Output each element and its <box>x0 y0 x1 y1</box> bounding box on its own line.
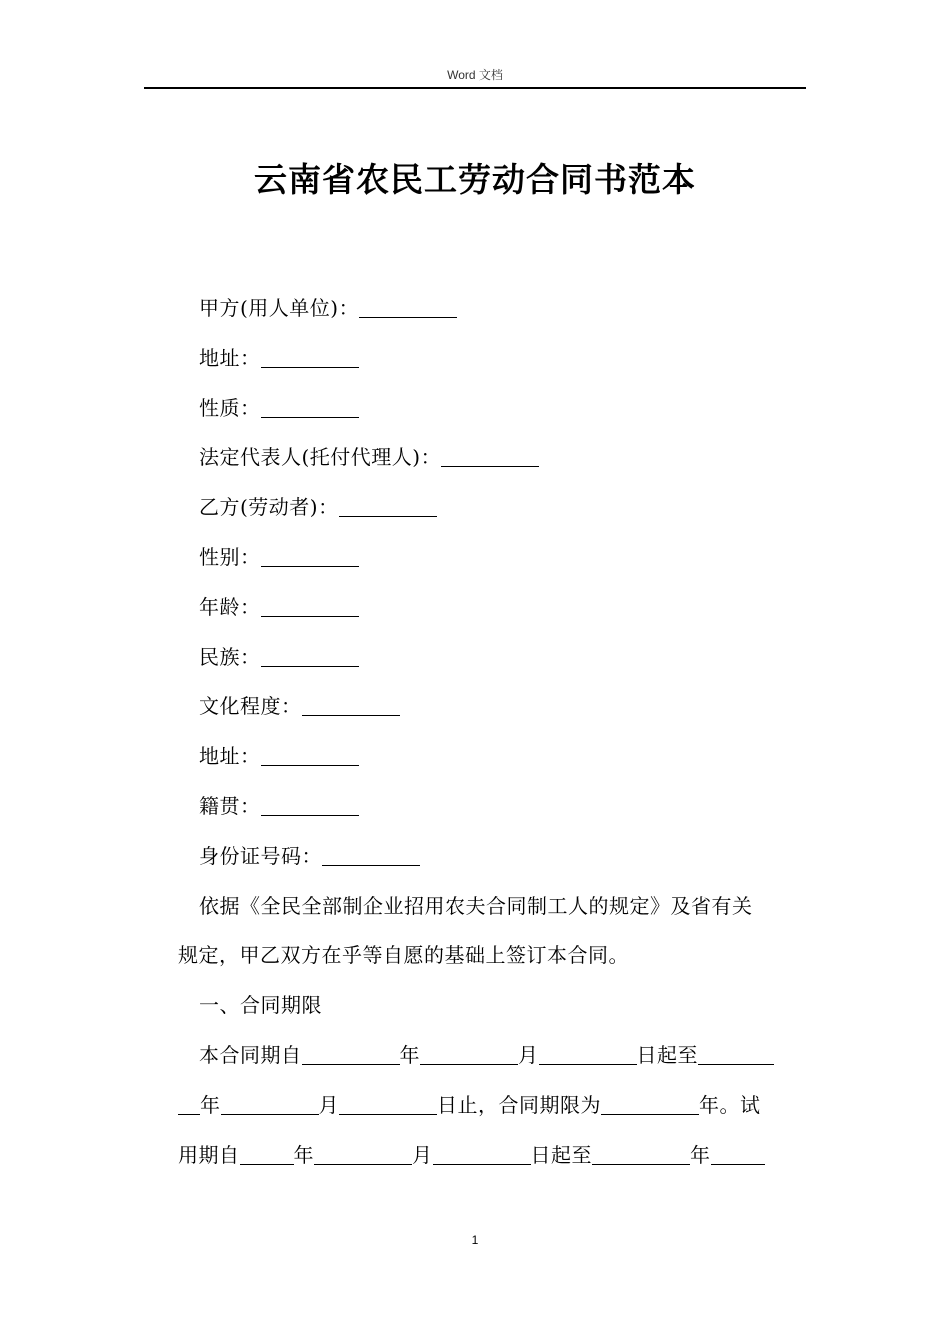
fill-blank <box>261 642 359 667</box>
field-party-b <box>178 483 806 533</box>
field-label: 身份证号码： <box>199 843 322 868</box>
fill-blank <box>359 293 457 318</box>
field-id-number <box>178 832 806 882</box>
term-paragraph-line-1 <box>178 1031 806 1081</box>
field-label: 地址： <box>199 744 261 769</box>
term-paragraph-line-3 <box>178 1131 806 1181</box>
fill-blank <box>698 1040 774 1065</box>
field-address-a <box>178 334 806 384</box>
document-body <box>178 284 806 1180</box>
term-text: 月 <box>318 1092 339 1117</box>
term-text: 年 <box>690 1142 711 1167</box>
field-ethnicity <box>178 633 806 683</box>
basis-paragraph-line-2: 规定，甲乙双方在乎等自愿的基础上签订本合同。 <box>178 943 629 968</box>
fill-blank <box>539 1040 637 1065</box>
field-label: 甲方(用人单位)： <box>199 296 360 320</box>
field-label: 法定代表人(托付代理人)： <box>199 445 442 470</box>
fill-blank <box>261 791 359 816</box>
fill-blank <box>314 1140 412 1165</box>
term-text: 年 <box>399 1042 420 1067</box>
field-label: 乙方(劳动者)： <box>199 495 339 520</box>
fill-blank <box>433 1140 531 1165</box>
field-label: 文化程度： <box>199 694 302 719</box>
fill-blank <box>221 1090 319 1115</box>
page-number: 1 <box>471 1233 479 1247</box>
fill-blank <box>261 741 359 766</box>
fill-blank <box>261 542 359 567</box>
fill-blank <box>178 1090 200 1115</box>
term-text: 日起至 <box>636 1042 698 1067</box>
field-nature <box>178 384 806 434</box>
fill-blank <box>240 1140 294 1165</box>
field-label: 性质： <box>199 395 261 420</box>
fill-blank <box>261 393 359 418</box>
term-text: 年 <box>293 1142 314 1167</box>
term-paragraph-line-2 <box>178 1081 806 1131</box>
fill-blank <box>339 492 437 517</box>
fill-blank <box>420 1040 518 1065</box>
field-label: 籍贯： <box>199 793 261 818</box>
field-address-b <box>178 732 806 782</box>
term-text: 年。试 <box>699 1092 761 1117</box>
term-text: 日起至 <box>530 1142 592 1167</box>
term-text: 月 <box>518 1042 539 1067</box>
field-education <box>178 682 806 732</box>
fill-blank <box>261 592 359 617</box>
fill-blank <box>302 691 400 716</box>
fill-blank <box>601 1090 699 1115</box>
field-label: 地址： <box>199 345 261 370</box>
document-title: 云南省农民工劳动合同书范本 <box>254 160 696 199</box>
term-text: 日止，合同期限为 <box>437 1092 601 1117</box>
fill-blank <box>261 343 359 368</box>
field-native-place <box>178 782 806 832</box>
term-text: 月 <box>412 1142 433 1167</box>
fill-blank <box>711 1140 765 1165</box>
field-label: 年龄： <box>199 594 261 619</box>
term-text: 本合同期自 <box>199 1042 302 1067</box>
term-text: 用期自 <box>178 1142 240 1167</box>
field-party-a <box>178 284 806 334</box>
term-text: 年 <box>200 1092 221 1117</box>
header-rule <box>144 87 806 89</box>
fill-blank <box>339 1090 437 1115</box>
fill-blank <box>441 442 539 467</box>
field-label: 性别： <box>199 544 261 569</box>
page-header: Word 文档 <box>447 68 503 82</box>
field-label: 民族： <box>199 644 261 669</box>
fill-blank <box>302 1040 400 1065</box>
section-heading-contract-term: 一、合同期限 <box>199 993 322 1018</box>
field-age <box>178 583 806 633</box>
basis-paragraph-line-1: 依据《全民全部制企业招用农夫合同制工人的规定》及省有关 <box>199 893 753 918</box>
fill-blank <box>322 841 420 866</box>
fill-blank <box>592 1140 690 1165</box>
field-gender <box>178 533 806 583</box>
field-legal-rep <box>178 433 806 483</box>
